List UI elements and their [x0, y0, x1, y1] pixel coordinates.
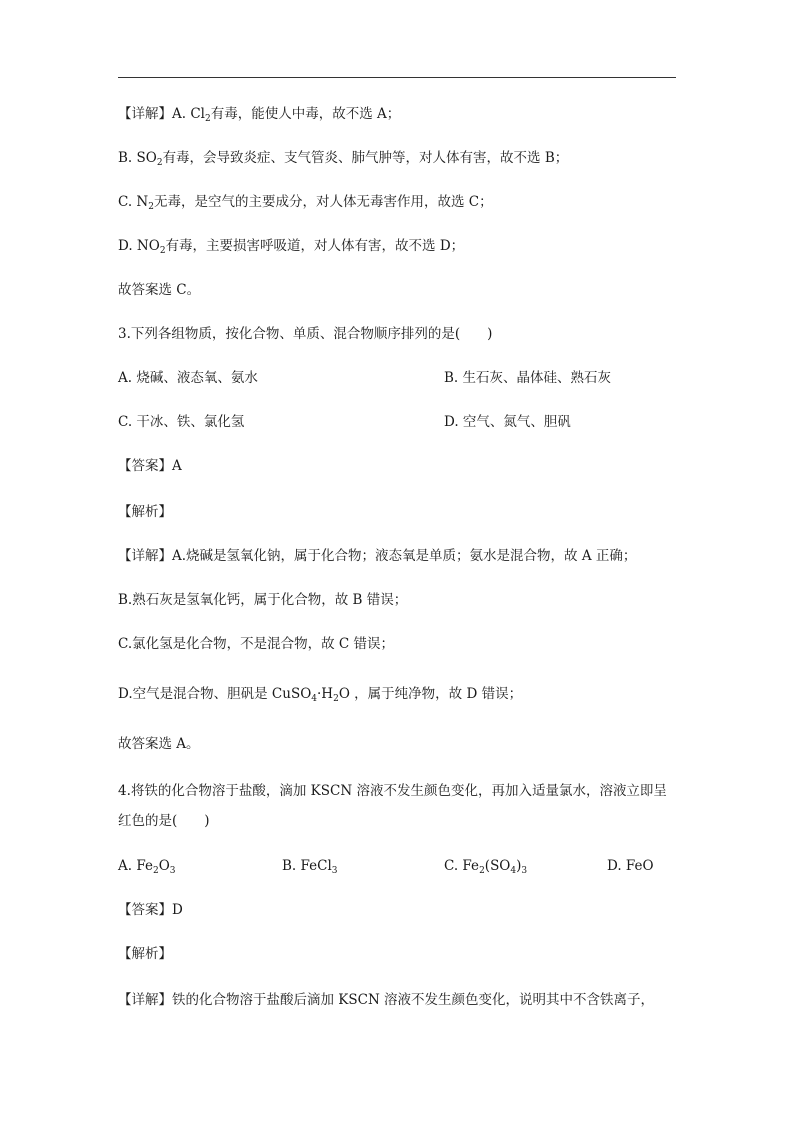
- q3-conclusion: 故答案选 A。: [118, 736, 200, 752]
- q4-option-d: D. FeO: [607, 858, 654, 874]
- q3-detail-a: 【详解】A.烧碱是氢氧化钠，属于化合物；液态氧是单质；氨水是混合物，故 A 正确；: [118, 548, 637, 564]
- q3-stem: 3.下列各组物质，按化合物、单质、混合物顺序排列的是( ): [118, 326, 493, 342]
- q3-option-c: C. 干冰、铁、氯化氢: [118, 414, 245, 430]
- q3-option-a: A. 烧碱、液态氧、氨水: [118, 370, 258, 386]
- q4-option-a: A. $Fe_2O_3$: [118, 858, 176, 876]
- q2-detail-a: 【详解】A. $Cl_2$有毒，能使人中毒，故不选 A；: [118, 106, 401, 124]
- q3-detail-d: D.空气是混合物、胆矾是 $CuSO_4\cdot H_2O$ ，属于纯净物，故 D 错误；: [118, 686, 523, 704]
- q4-option-b: B. FeCl$_3$: [282, 858, 338, 876]
- q4-stem: 4.将铁的化合物溶于盐酸，滴加 KSCN 溶液不发生颜色变化，再加入适量氯水，溶液立即呈红色的是( ): [118, 783, 667, 829]
- q2-detail-b: B. $SO_2$有毒，会导致炎症、支气管炎、肺气肿等，对人体有害，故不选 B；: [118, 150, 569, 168]
- q3-detail-c: C.氯化氢是化合物，不是混合物，故 C 错误；: [118, 636, 395, 652]
- q4-detail: 【详解】铁的化合物溶于盐酸后滴加 KSCN 溶液不发生颜色变化，说明其中不含铁离子，: [118, 992, 655, 1008]
- q2-conclusion: 故答案选 C。: [118, 282, 201, 298]
- q2-detail-d: D. $NO_2$有毒，主要损害呼吸道，对人体有害，故不选 D；: [118, 238, 465, 256]
- q4-option-c: C. $Fe_2(SO_4)_3$: [444, 858, 528, 876]
- header-rule: [118, 77, 676, 78]
- q3-analysis-label: 【解析】: [118, 504, 172, 520]
- q3-option-d: D. 空气、氮气、胆矾: [444, 414, 571, 430]
- q3-option-b: B. 生石灰、晶体硅、熟石灰: [444, 370, 612, 386]
- q3-detail-b: B.熟石灰是氢氧化钙，属于化合物，故 B 错误；: [118, 592, 408, 608]
- q3-answer: 【答案】A: [118, 458, 182, 474]
- q4-analysis-label: 【解析】: [118, 946, 172, 962]
- q2-detail-c: C. $N_2$无毒，是空气的主要成分，对人体无毒害作用，故选 C；: [118, 194, 493, 212]
- q4-answer: 【答案】D: [118, 902, 183, 918]
